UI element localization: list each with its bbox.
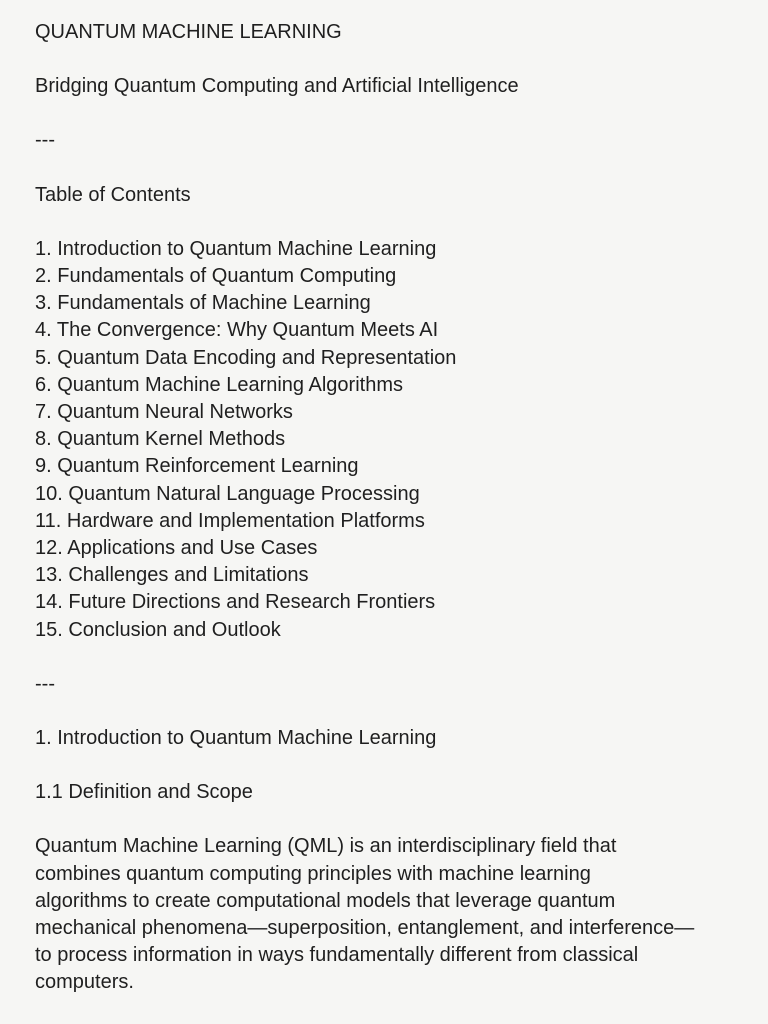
toc-item: 12. Applications and Use Cases [35, 537, 318, 560]
toc-item: 15. Conclusion and Outlook [35, 618, 281, 641]
spacer [35, 644, 733, 671]
toc-item: 14. Future Directions and Research Frontiers [35, 591, 436, 614]
paragraph-line: to process information in ways fundamentally different from classical [35, 944, 639, 967]
toc-item: 2. Fundamentals of Quantum Computing [35, 265, 397, 288]
toc-item: 4. The Convergence: Why Quantum Meets AI [35, 319, 439, 342]
toc-item: 5. Quantum Data Encoding and Representation [35, 346, 457, 369]
document-subtitle: Bridging Quantum Computing and Artificial Intelligence [35, 75, 519, 98]
paragraph-line: combines quantum computing principles with machine learning [35, 862, 591, 885]
spacer [35, 100, 733, 127]
toc-item: 3. Fundamentals of Machine Learning [35, 292, 371, 315]
toc-heading: Table of Contents [35, 183, 191, 206]
toc-item: 8. Quantum Kernel Methods [35, 428, 286, 451]
separator: --- [35, 672, 55, 695]
toc-item: 11. Hardware and Implementation Platforms [35, 509, 425, 532]
subsection-heading: 1.1 Definition and Scope [35, 781, 253, 804]
table-of-contents [35, 236, 733, 644]
toc-item: 9. Quantum Reinforcement Learning [35, 455, 359, 478]
paragraph-line: computers. [35, 971, 134, 994]
paragraph-line: Quantum Machine Learning (QML) is an interdisciplinary field that [35, 835, 617, 858]
spacer [35, 698, 733, 725]
section-heading: 1. Introduction to Quantum Machine Learning [35, 727, 437, 750]
spacer [35, 806, 733, 833]
toc-item: 10. Quantum Natural Language Processing [35, 482, 420, 505]
spacer [35, 46, 733, 73]
spacer [35, 155, 733, 182]
toc-item: 1. Introduction to Quantum Machine Learning [35, 237, 437, 260]
intro-paragraph [35, 833, 735, 996]
toc-item: 6. Quantum Machine Learning Algorithms [35, 373, 403, 396]
document-title: QUANTUM MACHINE LEARNING [35, 21, 342, 43]
toc-item: 7. Quantum Neural Networks [35, 401, 293, 424]
paragraph-line: mechanical phenomena—superposition, entanglement, and interference— [35, 917, 695, 940]
spacer [35, 209, 733, 236]
paragraph-line: algorithms to create computational models that leverage quantum [35, 889, 616, 912]
toc-item: 13. Challenges and Limitations [35, 564, 309, 587]
spacer [35, 752, 733, 779]
separator: --- [35, 129, 55, 152]
